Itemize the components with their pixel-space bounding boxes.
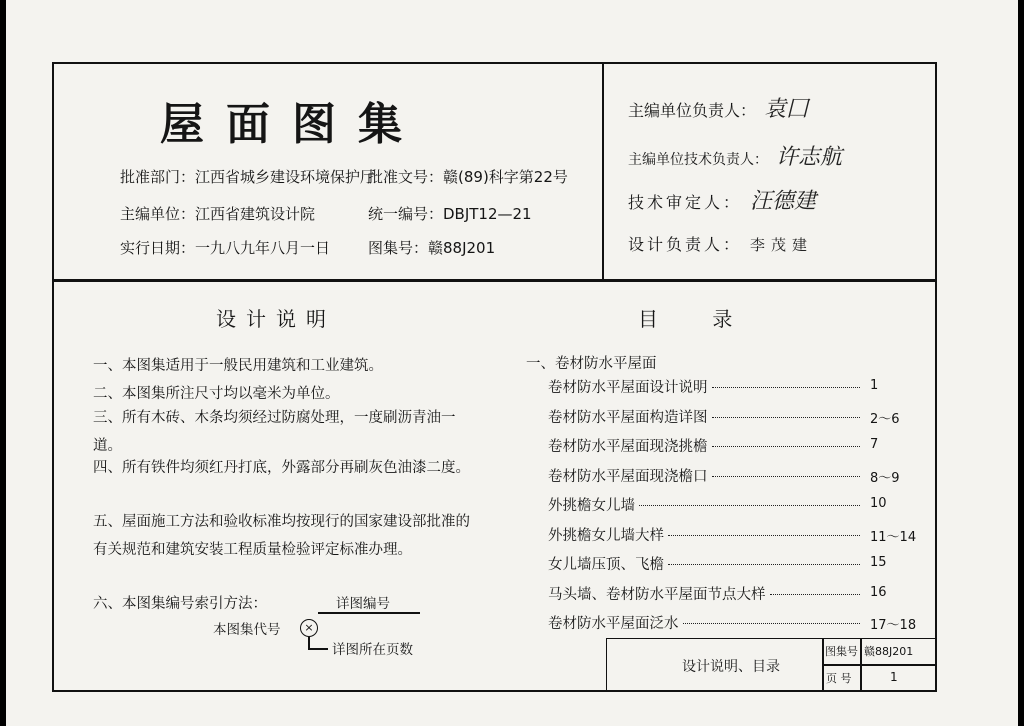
toc-item-label: 卷材防水平屋面泛水 (548, 616, 679, 632)
note-item: 二、本图集所注尺寸均以毫米为单位。 (93, 386, 340, 402)
signature-role: 主编单位技术负责人： (628, 152, 768, 168)
signature-row (628, 232, 813, 255)
toc-leader-dots (668, 564, 860, 565)
signature-name: 袁囗 (764, 97, 809, 122)
toc-item-page: 2～6 (870, 411, 900, 427)
toc-item-label: 外挑檐女儿墙大样 (548, 527, 664, 544)
approve-unit: 批准部门：江西省城乡建设环境保护厅 (120, 168, 376, 186)
toc-item (548, 406, 860, 427)
toc-section: 一、卷材防水平屋面 (526, 356, 657, 372)
signature-row (628, 92, 808, 123)
index-circle-icon: × (300, 619, 318, 637)
toc-item-label: 外挑檐女儿墙 (548, 498, 635, 514)
toc-item (548, 376, 860, 397)
toc-item (548, 494, 860, 515)
toc-item-page: 16 (870, 584, 887, 600)
toc-leader-dots (712, 446, 860, 447)
toc-item (548, 583, 860, 604)
signature-role: 技术审定人： (628, 193, 743, 212)
index-line (318, 612, 420, 614)
toc-item-label: 马头墙、卷材防水平屋面节点大样 (548, 586, 766, 603)
toc-item-page: 17～18 (870, 618, 917, 633)
signature-role: 设计负责人： (628, 235, 743, 254)
toc-title: 目 录 (638, 307, 757, 331)
toc-item (548, 465, 860, 486)
toc-item-page: 11～14 (870, 529, 917, 545)
signature-role: 主编单位负责人： (628, 101, 757, 120)
toc-leader-dots (712, 387, 860, 388)
atlas-label: 图集号 (825, 645, 858, 658)
note-item: 五、屋面施工方法和验收标准均按现行的国家建设部批准的有关规范和建筑安装工程质量检验评定标准办理。 (93, 514, 470, 558)
toc-item-page: 15 (870, 555, 887, 570)
toc-item (548, 612, 860, 633)
toc-leader-dots (712, 417, 860, 418)
scan-edge-right (1018, 0, 1024, 726)
signature-name: 许志航 (776, 145, 843, 170)
note-item: 三、所有木砖、木条均须经过防腐处理，一度刷沥青油一道。 (93, 410, 456, 454)
atlas-value: 赣88J201 (864, 645, 914, 658)
toc-item-label: 卷材防水平屋面现浇檐口 (548, 468, 708, 485)
index-detail-label: 详图编号 (336, 596, 390, 612)
toc-leader-dots (683, 623, 860, 624)
toc-item (548, 524, 860, 545)
signature-row (628, 184, 816, 215)
notes-title: 设计说明 (216, 307, 336, 331)
page-title: 屋面图集 (160, 99, 424, 150)
atlas-number: 图集号：赣88J201 (368, 239, 496, 257)
signature-name: 李茂建 (750, 236, 814, 254)
toc-item-label: 卷材防水平屋面设计说明 (548, 380, 708, 396)
header-bottom-line (52, 279, 937, 282)
toc-item-page: 8～9 (870, 470, 900, 486)
toc-item (548, 435, 860, 456)
toc-leader-dots (712, 476, 860, 477)
toc-item-label: 卷材防水平屋面构造详图 (548, 409, 708, 426)
toc-item-label: 卷材防水平屋面现浇挑檐 (548, 439, 708, 455)
toc-item (548, 553, 860, 574)
note-item: 六、本图集编号索引方法： (93, 596, 267, 612)
title-block-name: 设计说明、目录 (682, 659, 780, 675)
editor-unit: 主编单位：江西省建筑设计院 (120, 205, 316, 223)
index-page-label: 详图所在页数 (332, 642, 413, 658)
approve-doc: 批准文号：赣(89)科字第22号 (368, 168, 568, 186)
toc-item-page: 7 (870, 437, 879, 452)
note-item: 一、本图集适用于一般民用建筑和工业建筑。 (93, 358, 383, 374)
signature-name: 汪德建 (750, 189, 817, 214)
page-value: 1 (890, 670, 898, 684)
index-atlas-label: 本图集代号 (213, 622, 281, 638)
toc-leader-dots (668, 535, 860, 536)
toc-item-page: 1 (870, 378, 879, 393)
signature-row (628, 140, 842, 171)
toc-item-label: 女儿墙压顶、飞檐 (548, 557, 664, 573)
toc-item-page: 10 (870, 496, 887, 511)
page-label: 页 号 (826, 672, 852, 685)
title-block-divider (822, 664, 937, 666)
unified-number: 统一编号：DBJT12—21 (368, 205, 532, 223)
toc-leader-dots (639, 505, 860, 506)
scan-edge-left (0, 0, 6, 726)
effective-date: 实行日期：一九八九年八月一日 (120, 239, 331, 257)
index-leader (308, 648, 328, 650)
note-item: 四、所有铁件均须红丹打底，外露部分再刷灰色油漆二度。 (93, 460, 470, 476)
header-divider (602, 62, 604, 281)
toc-leader-dots (770, 594, 860, 595)
